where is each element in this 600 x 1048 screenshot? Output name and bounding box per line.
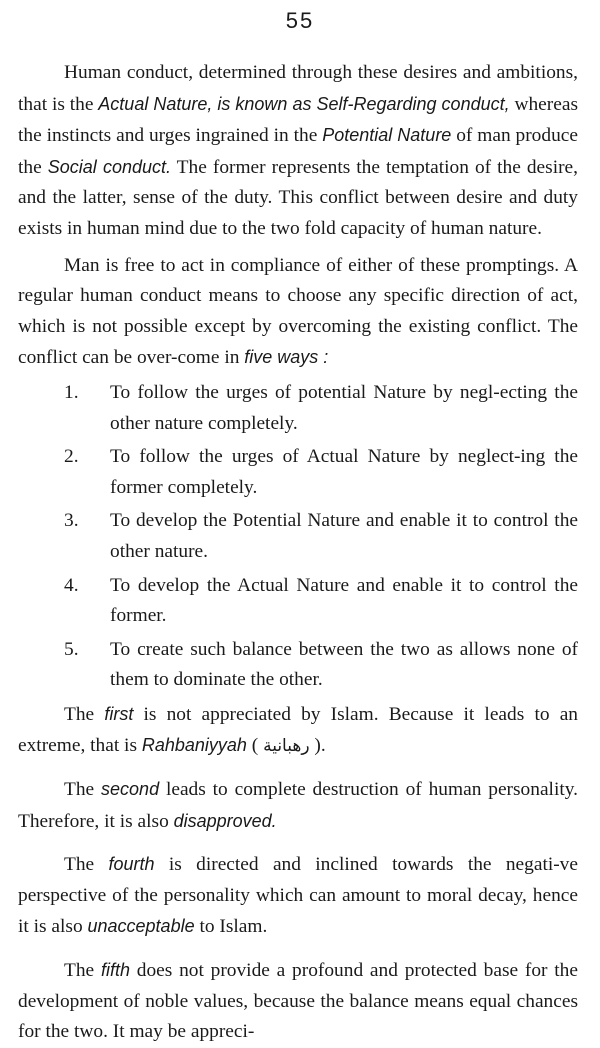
emphasis-disapproved: disapproved. xyxy=(173,810,277,831)
emphasis-rahbaniyyah: Rahbaniyyah xyxy=(141,735,247,756)
paragraph-conduct xyxy=(18,58,578,245)
text-run: ( xyxy=(246,735,264,757)
list-item xyxy=(18,378,578,439)
list-item xyxy=(18,442,578,503)
emphasis-self-regarding: Actual Nature, is known as Self-Regarding conduct, xyxy=(98,93,510,114)
paragraph-first xyxy=(18,699,578,762)
emphasis-social-conduct: Social conduct. xyxy=(47,156,171,177)
text-run: The xyxy=(64,960,101,982)
text-run: The xyxy=(64,854,109,876)
list-number: 5. xyxy=(64,638,79,660)
list-number: 2. xyxy=(64,446,79,468)
emphasis-fifth: fifth xyxy=(100,960,130,981)
emphasis-five-ways: five ways : xyxy=(244,347,329,368)
arabic-term: رهبانية xyxy=(263,736,310,757)
paragraph-second xyxy=(18,774,578,837)
text-run: whereas the instincts and urges ingrained in the xyxy=(18,93,578,147)
list-text: To follow the urges of Actual Nature by neglect-ing the former completely. xyxy=(110,446,578,498)
page-body xyxy=(18,58,578,1048)
list-text: To create such balance between the two as allows none of them to dominate the other. xyxy=(110,638,578,691)
list-number: 4. xyxy=(64,574,79,596)
text-run: The xyxy=(64,703,105,725)
emphasis-first: first xyxy=(104,703,134,724)
emphasis-unacceptable: unacceptable xyxy=(87,916,195,937)
text-run: Man is free to act in compliance of either of these promptings. A regular human conduct means to choose any specific direction of act, which is not possible except by overcoming the existing conflict. The conflict can be over-come in xyxy=(18,254,578,369)
list-item xyxy=(18,571,578,632)
text-run: to Islam. xyxy=(194,916,268,938)
page-number: 55 xyxy=(285,8,315,33)
text-run: is not appreciated by Islam. Because it leads to an extreme, that is xyxy=(18,703,578,757)
text-run: Human conduct, determined through these desires and ambitions, that is the xyxy=(18,62,578,115)
emphasis-potential-nature: Potential Nature xyxy=(322,125,452,146)
paragraph-freedom xyxy=(18,251,578,374)
text-run: is directed and inclined towards the negati-ve perspective of the personality which can amount to moral decay, hence it is also xyxy=(18,854,578,938)
emphasis-second: second xyxy=(101,779,160,800)
list-text: To follow the urges of potential Nature by negl-ecting the other nature completely. xyxy=(110,381,578,434)
text-run: does not provide a profound and protected base for the development of noble values, because the balance means equal chances for the two. It may be appreci- xyxy=(18,960,578,1043)
list-item xyxy=(18,635,578,696)
text-run: of man produce the xyxy=(18,125,578,178)
list-text: To develop the Potential Nature and enable it to control the other nature. xyxy=(110,510,578,562)
text-run: leads to complete destruction of human personality. Therefore, it is also xyxy=(18,779,579,832)
paragraph-fourth xyxy=(18,849,578,943)
list-text: To develop the Actual Nature and enable it to control the former. xyxy=(110,574,578,627)
text-run: The xyxy=(64,779,102,801)
list-item xyxy=(18,506,578,567)
ways-list xyxy=(18,378,578,696)
text-run: The former represents the temptation of the desire, and the latter, sense of the duty. This conflict between desire and duty exists in human mind due to the two fold capacity of human nature. xyxy=(18,156,579,239)
list-number: 3. xyxy=(64,510,79,532)
text-run: ). xyxy=(309,735,326,757)
paragraph-fifth xyxy=(18,955,578,1048)
list-number: 1. xyxy=(64,381,79,403)
emphasis-fourth: fourth xyxy=(108,854,155,875)
